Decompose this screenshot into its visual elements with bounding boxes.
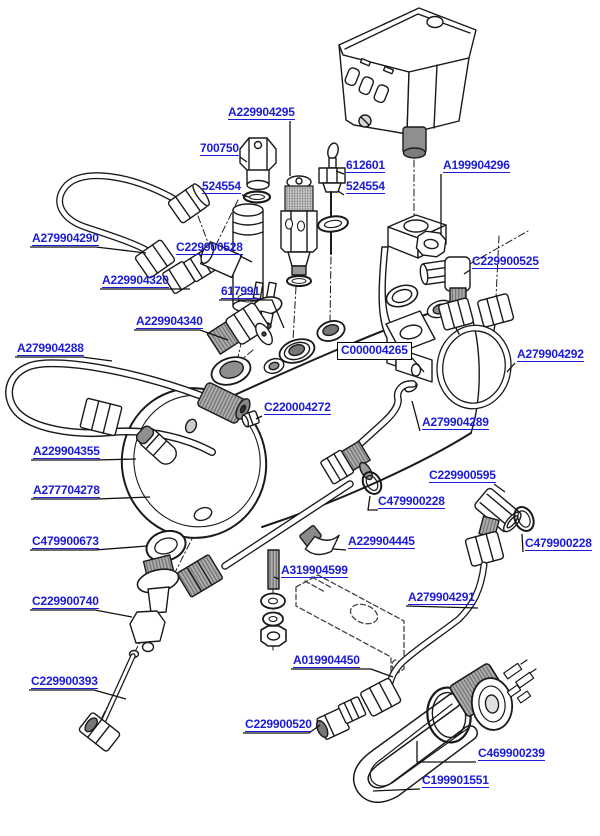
part-label-A229904340[interactable]: A229904340 — [136, 314, 203, 328]
part-label-C229900740[interactable]: C229900740 — [32, 594, 99, 608]
leader-line-C479900228-2 — [522, 534, 523, 552]
part-label-A319904599[interactable]: A319904599 — [281, 563, 348, 577]
part-label-A229904320[interactable]: A229904320 — [102, 273, 169, 287]
part-label-C220004272[interactable]: C220004272 — [264, 400, 331, 414]
part-524554-washer — [317, 214, 349, 233]
part-label-C479900673[interactable]: C479900673 — [32, 534, 99, 548]
part-label-700750[interactable]: 700750 — [200, 141, 239, 155]
part-label-A229904295[interactable]: A229904295 — [228, 105, 295, 119]
part-A229904445-clamp — [297, 516, 344, 563]
part-label-A279904290[interactable]: A279904290 — [32, 231, 99, 245]
part-label-617991[interactable]: 617991 — [221, 284, 260, 298]
pressure-switch — [339, 8, 476, 158]
leader-line-A229904355 — [31, 459, 136, 460]
part-A319904599-stud — [268, 550, 279, 589]
part-label-A229904445[interactable]: A229904445 — [348, 534, 415, 548]
part-C229900595-elbow — [473, 487, 524, 538]
part-label-A279904291[interactable]: A279904291 — [408, 590, 475, 604]
leader-line-C229900595 — [494, 484, 505, 492]
part-label-524554-1[interactable]: 524554 — [202, 179, 241, 193]
part-label-C229900525[interactable]: C229900525 — [472, 254, 539, 268]
part-label-C229900520[interactable]: C229900520 — [245, 717, 312, 731]
element-flange — [449, 660, 536, 733]
part-label-C479900228-1[interactable]: C479900228 — [378, 494, 445, 508]
part-label-C479900228-2[interactable]: C479900228 — [525, 536, 592, 550]
part-C229900393-pipe — [78, 651, 138, 753]
leader-line-A229904445 — [333, 549, 346, 550]
part-label-A229904355[interactable]: A229904355 — [33, 444, 100, 458]
leader-line-A279904290 — [30, 247, 146, 253]
part-A229904295-valve — [281, 176, 317, 286]
part-label-A277704278[interactable]: A277704278 — [33, 483, 100, 497]
part-612601-sensor — [319, 142, 345, 254]
leader-line-C229900740 — [30, 610, 132, 617]
part-label-C199901551[interactable]: C199901551 — [422, 773, 489, 787]
part-label-C229900595[interactable]: C229900595 — [429, 468, 496, 482]
part-C229900525-elbow — [419, 257, 470, 303]
part-A279904292-hose — [435, 293, 514, 410]
part-label-A279904288[interactable]: A279904288 — [17, 341, 84, 355]
part-label-C229900393[interactable]: C229900393 — [31, 674, 98, 688]
leader-line-A279904289 — [412, 401, 420, 431]
leader-line-A019904450 — [291, 669, 393, 677]
part-label-A279904292[interactable]: A279904292 — [517, 347, 584, 361]
part-C229900740-drain-valve — [130, 555, 181, 652]
part-700750-fitting — [240, 138, 276, 190]
part-label-A199904296[interactable]: A199904296 — [443, 158, 510, 172]
part-C229900520-nipple — [312, 696, 369, 741]
part-label-612601[interactable]: 612601 — [346, 158, 385, 172]
leader-line-C479900228-1 — [368, 496, 378, 510]
part-label-C000004265[interactable]: C000004265 — [337, 342, 412, 360]
part-label-A279904289[interactable]: A279904289 — [422, 415, 489, 429]
part-label-524554-2[interactable]: 524554 — [346, 179, 385, 193]
part-label-A019904450[interactable]: A019904450 — [293, 653, 360, 667]
part-label-C469900239[interactable]: C469900239 — [478, 746, 545, 760]
leader-line-524554-2 — [338, 191, 344, 195]
part-label-C229900528[interactable]: C229900528 — [176, 240, 243, 254]
washer-set — [261, 594, 286, 647]
